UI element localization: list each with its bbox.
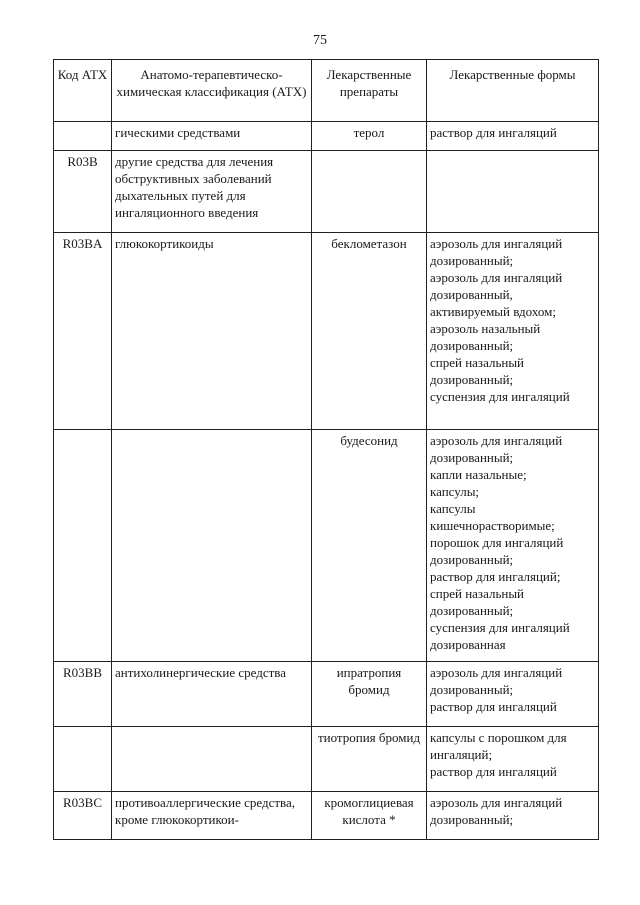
form-item: спрей назальный дозированный; [430,355,525,387]
table-row [54,233,599,430]
cell-drug: будесонид [312,430,427,662]
cell-drug: беклометазон [312,233,427,430]
form-item: аэрозоль для ингаляций дозированный; [430,236,563,268]
cell-drug: кромоглициевая кислота * [312,792,427,840]
atx-drug-table [53,59,599,840]
header-classification: Анатомо-терапевтическо-химическая классификация (АТХ) [112,60,312,122]
cell-classification: гическими средствами [112,122,312,151]
header-forms: Лекарственные формы [427,60,599,122]
form-item: капсулы кишечнорастворимые; [430,501,555,533]
form-item: раствор для ингаляций; [430,569,561,584]
form-item: суспензия для ингаляций [430,389,570,404]
cell-classification: антихолинергические средства [112,662,312,727]
form-item: порошок для ингаляций дозированный; [430,535,564,567]
cell-classification: другие средства для лечения обструктивных заболеваний дыхательных путей для ингаляционного введения [112,151,312,233]
form-item: капсулы с порошком для ингаляций; [430,730,567,762]
cell-forms [427,122,599,151]
form-item: аэрозоль для ингаляций дозированный; [430,665,563,697]
form-item: раствор для ингаляций [430,125,557,140]
form-item: капли назальные; [430,467,527,482]
form-item: аэрозоль назальный дозированный; [430,321,541,353]
cell-code: R03B [54,151,112,233]
cell-classification [112,430,312,662]
form-item: раствор для ингаляций [430,699,557,714]
cell-forms [427,792,599,840]
form-item: суспензия для ингаляций дозированная [430,620,570,652]
cell-drug: терол [312,122,427,151]
table-row [54,122,599,151]
table-row [54,662,599,727]
form-item: аэрозоль для ингаляций дозированный, активируемый вдохом; [430,270,563,319]
form-item: капсулы; [430,484,480,499]
cell-forms [427,233,599,430]
page-number: 75 [313,33,327,48]
table-row [54,430,599,662]
form-item: спрей назальный дозированный; [430,586,525,618]
cell-code [54,727,112,792]
cell-classification [112,727,312,792]
form-item: раствор для ингаляций [430,764,557,779]
table-row [54,727,599,792]
cell-code: R03BB [54,662,112,727]
table-row [54,151,599,233]
table-header-row [54,60,599,122]
cell-forms [427,662,599,727]
form-item: аэрозоль для ингаляций дозированный; [430,795,563,827]
cell-classification: глюкокортикоиды [112,233,312,430]
cell-forms [427,151,599,233]
header-drugs: Лекарственные препараты [312,60,427,122]
cell-drug [312,151,427,233]
cell-drug: ипратропия бромид [312,662,427,727]
cell-code: R03BA [54,233,112,430]
table-row [54,792,599,840]
cell-forms [427,430,599,662]
form-item: аэрозоль для ингаляций дозированный; [430,433,563,465]
cell-classification: противоаллергические средства, кроме глюкокортикои- [112,792,312,840]
cell-code [54,122,112,151]
cell-forms [427,727,599,792]
header-code: Код АТХ [54,60,112,122]
cell-drug: тиотропия бромид [312,727,427,792]
cell-code: R03BC [54,792,112,840]
cell-code [54,430,112,662]
